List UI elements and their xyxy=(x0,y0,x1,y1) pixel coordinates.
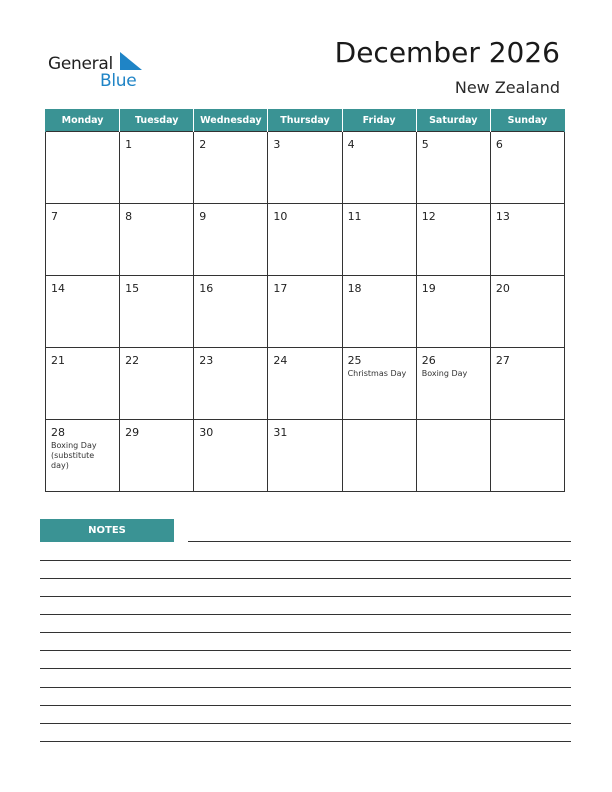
logo-text-blue: Blue xyxy=(100,71,137,91)
notes-line xyxy=(40,687,571,688)
notes-line xyxy=(40,705,571,706)
weekday-header: Monday xyxy=(46,109,120,132)
day-cell xyxy=(46,348,120,420)
day-number: 31 xyxy=(273,426,288,439)
day-cell xyxy=(46,204,120,276)
day-number: 22 xyxy=(125,354,140,367)
week-row xyxy=(46,276,565,348)
day-cell xyxy=(416,420,490,492)
notes-line xyxy=(40,741,571,742)
notes-line xyxy=(40,650,571,651)
day-cell xyxy=(490,420,564,492)
day-cell xyxy=(342,348,416,420)
day-number: 13 xyxy=(495,210,510,223)
country-subtitle: New Zealand xyxy=(454,78,560,97)
day-cell xyxy=(342,132,416,204)
weekday-header: Tuesday xyxy=(120,109,194,132)
notes-line xyxy=(40,578,571,579)
day-cell xyxy=(120,348,194,420)
notes-line xyxy=(40,596,571,597)
day-cell xyxy=(268,204,342,276)
day-number: 20 xyxy=(495,282,510,295)
day-number: 7 xyxy=(51,210,58,223)
holiday-label: Boxing Day xyxy=(421,369,468,378)
day-cell xyxy=(194,204,268,276)
day-number: 23 xyxy=(199,354,214,367)
holiday-label: Boxing Day (substitute day) xyxy=(51,441,97,470)
day-number: 11 xyxy=(347,210,362,223)
week-row xyxy=(46,204,565,276)
day-cell xyxy=(120,276,194,348)
week-row xyxy=(46,420,565,492)
day-number: 8 xyxy=(125,210,133,223)
week-row xyxy=(46,132,565,204)
notes-line xyxy=(40,723,571,724)
day-number: 26 xyxy=(421,354,436,367)
day-number: 16 xyxy=(199,282,214,295)
day-number: 29 xyxy=(125,426,140,439)
day-cell xyxy=(46,420,120,492)
notes-line xyxy=(40,614,571,615)
logo-text-general: General xyxy=(48,54,113,74)
calendar-grid xyxy=(45,109,565,492)
weekday-header: Sunday xyxy=(490,109,564,132)
day-number: 1 xyxy=(125,138,133,151)
day-cell xyxy=(194,132,268,204)
day-number: 3 xyxy=(273,138,281,151)
weekday-header-row xyxy=(46,109,565,132)
day-cell xyxy=(490,276,564,348)
day-cell xyxy=(416,132,490,204)
day-number: 18 xyxy=(347,282,362,295)
logo-triangle-icon xyxy=(120,52,142,70)
day-number: 10 xyxy=(273,210,288,223)
day-number: 14 xyxy=(51,282,65,295)
day-cell xyxy=(416,204,490,276)
day-number: 9 xyxy=(199,210,207,223)
holiday-label: Christmas Day xyxy=(347,369,407,378)
page-title: December 2026 xyxy=(334,36,560,69)
day-cell xyxy=(268,420,342,492)
day-number: 19 xyxy=(421,282,436,295)
day-number: 5 xyxy=(421,138,429,151)
day-cell xyxy=(120,204,194,276)
generalblue-logo xyxy=(48,52,148,92)
day-cell xyxy=(342,420,416,492)
notes-line xyxy=(188,541,571,542)
day-cell xyxy=(194,420,268,492)
day-cell xyxy=(490,348,564,420)
week-row xyxy=(46,348,565,420)
weekday-header: Saturday xyxy=(416,109,490,132)
day-cell xyxy=(490,204,564,276)
weekday-header: Thursday xyxy=(268,109,342,132)
day-number: 21 xyxy=(51,354,65,367)
day-cell xyxy=(268,276,342,348)
weekday-header: Wednesday xyxy=(194,109,268,132)
day-cell xyxy=(194,348,268,420)
day-cell xyxy=(194,276,268,348)
day-cell xyxy=(46,276,120,348)
weekday-header: Friday xyxy=(342,109,416,132)
day-cell xyxy=(268,132,342,204)
day-number: 12 xyxy=(421,210,436,223)
day-number: 30 xyxy=(199,426,214,439)
day-cell xyxy=(268,348,342,420)
day-number: 28 xyxy=(51,426,65,439)
day-cell xyxy=(490,132,564,204)
notes-line xyxy=(40,560,571,561)
day-cell xyxy=(342,204,416,276)
day-number: 6 xyxy=(495,138,503,151)
day-cell xyxy=(342,276,416,348)
day-cell xyxy=(416,348,490,420)
day-cell xyxy=(46,132,120,204)
day-number: 24 xyxy=(273,354,288,367)
notes-header: NOTES xyxy=(40,519,174,542)
notes-line xyxy=(40,668,571,669)
day-cell xyxy=(120,132,194,204)
day-cell xyxy=(120,420,194,492)
day-number: 2 xyxy=(199,138,207,151)
day-number: 4 xyxy=(347,138,355,151)
day-number: 15 xyxy=(125,282,140,295)
day-number: 17 xyxy=(273,282,288,295)
notes-line xyxy=(40,632,571,633)
day-number: 25 xyxy=(347,354,362,367)
day-number: 27 xyxy=(495,354,510,367)
day-cell xyxy=(416,276,490,348)
